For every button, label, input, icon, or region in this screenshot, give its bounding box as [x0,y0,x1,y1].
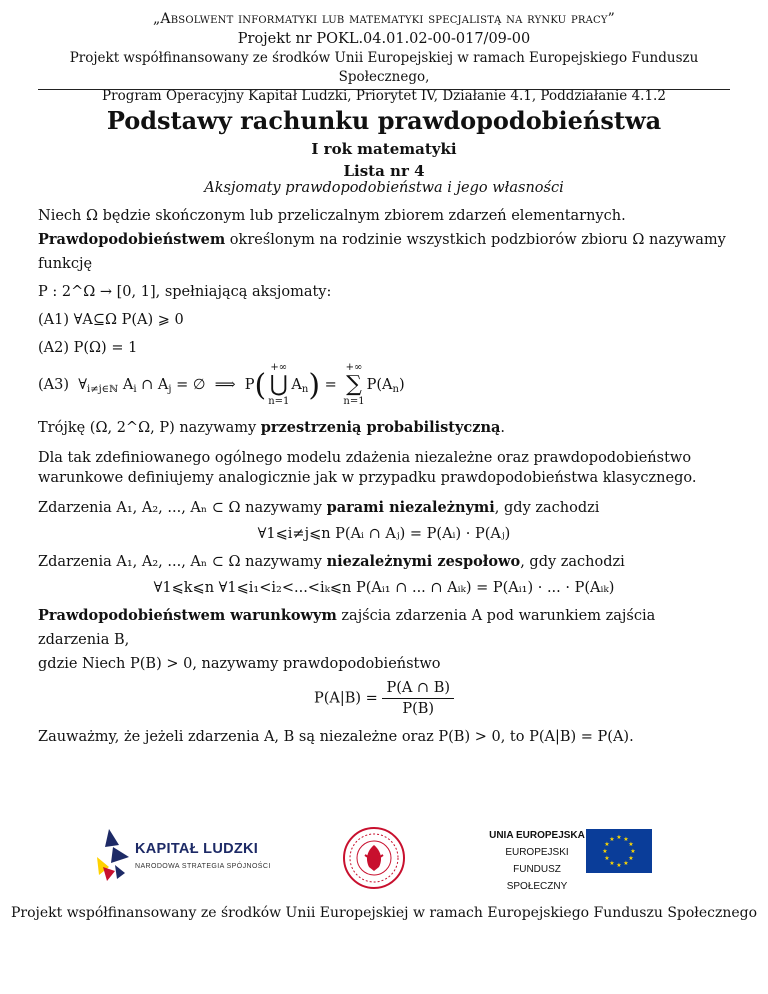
footer-logos [0,815,768,915]
conditional-paragraph [38,604,730,652]
pairwise-term: parami niezależnymi [326,499,495,516]
independence-note: Zauważmy, że jeżeli zdarzenia A, B są niezależne oraz P(B) > 0, to P(A|B) = P(A). [38,729,634,745]
mutual-formula: ∀1⩽k⩽n ∀1⩽i₁<i₂<...<iₖ⩽n P(Aᵢ₁ ∩ ... ∩ Aᵢₖ) = P(Aᵢ₁) · ... · P(Aᵢₖ) [153,580,615,596]
kapital-ludzki-emblem-icon [95,827,135,887]
conditional-text: zajścia zdarzenia A pod warunkiem zajścia zdarzenia B, [38,608,656,648]
page [38,0,730,106]
pairwise-paragraph [38,496,730,520]
list-topic: Aksjomaty prawdopodobieństwa i jego własności [204,180,564,196]
header-project-number: Projekt nr POKL.04.01.02-00-017/09-00 [237,31,531,47]
analogy-paragraph: Dla tak zdefiniowanego ogólnego modelu zdażenia niezależne oraz prawdopodobieństwo warunkowe definiujemy analogicznie jak w przypadku prawdopodobieństwa klasycznego. [38,450,697,486]
probability-space-text: Trójkę (Ω, 2^Ω, P) nazywamy [38,420,261,436]
eu-text-block [488,827,586,895]
header-funding-line: Projekt współfinansowany ze środków Unii Europejskiej w ramach Europejskiego Funduszu Społecznego, [69,50,699,85]
page-title: Podstawy rachunku prawdopodobieństwa [106,106,662,135]
pairwise-formula: ∀1⩽i≠j⩽n P(Aᵢ ∩ Aⱼ) = P(Aᵢ) · P(Aⱼ) [257,526,511,542]
mutual-tail: , gdy zachodzi [520,554,625,570]
probability-space-paragraph [38,416,730,440]
svg-text:★: ★ [616,834,622,841]
definition-paragraph [38,228,730,276]
svg-text:★: ★ [609,836,615,843]
eu-line2: EUROPEJSKI [505,847,569,858]
svg-text:★: ★ [623,860,629,867]
svg-text:★: ★ [609,860,615,867]
mutual-term: niezależnymi zespołowo [326,553,521,570]
list-number: Lista nr 4 [343,162,425,180]
probability-space-term: przestrzenią probabilistyczną [260,419,501,436]
eu-flag-icon [586,829,652,873]
svg-text:★: ★ [628,855,634,862]
university-seal-icon [343,827,405,889]
conditional-lhs: P(A|B) = [313,690,378,707]
conditional-line2: gdzie Niech P(B) > 0, nazywamy prawdopodobieństwo [38,656,441,672]
axiom-a3-label: (A3) [38,377,70,393]
kapital-ludzki-title: KAPITAŁ LUDZKI [135,841,259,857]
conditional-formula [38,678,730,719]
header-program-line: Program Operacyjny Kapitał Ludzki, Priorytet IV, Działanie 4.1, Poddziałanie 4.1.2 [102,88,666,104]
definition-term: Prawdopodobieństwem [38,231,226,248]
definition-line2: P : 2^Ω → [0, 1], spełniającą aksjomaty: [38,284,332,300]
pairwise-text: Zdarzenia A₁, A₂, ..., Aₙ ⊂ Ω nazywamy [38,500,327,516]
conditional-fraction [382,678,454,719]
eu-line1: UNIA EUROPEJSKA [489,830,585,841]
conditional-numerator: P(A ∩ B) [382,678,454,699]
kapital-ludzki-subtitle: NARODOWA STRATEGIA SPÓJNOŚCI [135,863,271,870]
svg-text:★: ★ [616,862,622,869]
mutual-paragraph [38,550,730,574]
conditional-denominator: P(B) [402,701,435,717]
intro-paragraph: Niech Ω będzie skończonym lub przeliczalnym zbiorem zdarzeń elementarnych. [38,208,626,224]
conditional-term: Prawdopodobieństwem warunkowym [38,607,337,624]
svg-text:★: ★ [628,841,634,848]
header-divider [38,89,730,90]
mutual-text: Zdarzenia A₁, A₂, ..., Aₙ ⊂ Ω nazywamy [38,554,327,570]
svg-text:★: ★ [623,836,629,843]
svg-text:★: ★ [604,855,610,862]
axiom-a3 [38,362,730,410]
course-year: I rok matematyki [311,140,457,158]
footer-text: Projekt współfinansowany ze środków Unii Europejskiej w ramach Europejskiego Funduszu Społecznego [10,905,758,921]
pairwise-tail: , gdy zachodzi [494,500,600,516]
axiom-a1: (A1) ∀A⊆Ω P(A) ⩾ 0 [38,312,184,328]
svg-text:★: ★ [604,841,610,848]
definition-text: określonym na rodzinie wszystkich podzbiorów zbioru Ω nazywamy funkcję [38,232,726,272]
eu-line3: FUNDUSZ SPOŁECZNY [506,864,568,892]
probability-space-period: . [500,420,506,436]
kapital-ludzki-logo [95,827,295,887]
svg-text:★: ★ [630,848,636,855]
header-project-name: „Absolwent informatyki lub matematyki specjalistą na rynku pracy” [152,11,616,27]
document-body [38,204,730,749]
axiom-a3-formula: $\forall_{i\ne j\in ℕ}$ $A_i$ ∩ $A_j$ = ∅ ⟹ P( +∞ ⋃ n=1 $A_n$) = +∞ ∑ n=1 $P(A_n)$ [73,362,405,407]
svg-text:★: ★ [602,848,608,855]
axiom-a2: (A2) P(Ω) = 1 [38,340,138,356]
